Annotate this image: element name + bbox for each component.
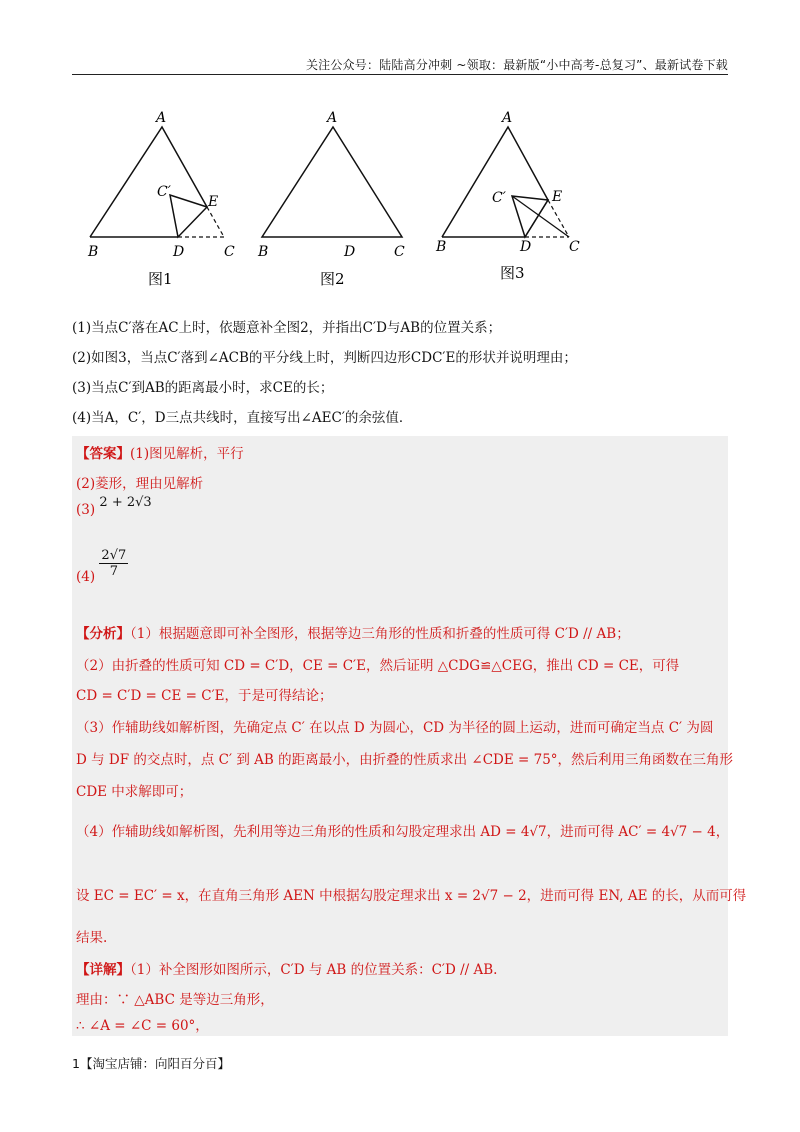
fig2-label-A: A	[327, 110, 338, 126]
analysis-2a: （2）由折叠的性质可知 CD = C′D，CE = C′E，然后证明 △CDG≌△CEG，推出 CD = CE，可得	[76, 658, 680, 674]
fig1-label-E: E	[208, 194, 219, 210]
answer-3-value: 2 + 2√3	[99, 495, 152, 510]
fig2-label-C: C	[394, 244, 405, 260]
detail-2: 理由：∵ △ABC 是等边三角形，	[76, 992, 274, 1008]
fig1-label-A: A	[156, 110, 167, 126]
fig1-caption: 图1	[148, 270, 173, 288]
answer-4-denominator: 7	[109, 564, 118, 579]
problem-list	[72, 313, 732, 433]
analysis-3c: CDE 中求解即可；	[76, 784, 193, 800]
figure-1	[87, 110, 235, 288]
answer-line-1	[76, 442, 244, 462]
header-text: 关注公众号：陆陆高分冲刺 ~领取：最新版“小中高考-总复习”、最新试卷下载	[305, 58, 728, 72]
answer-4-prefix: (4)	[76, 569, 96, 585]
fig3-caption: 图3	[500, 264, 525, 282]
fig3-label-Cprime: C′	[492, 190, 506, 206]
answer-4-fraction	[99, 548, 128, 579]
detail-1: （1）补全图形如图所示，C′D 与 AB 的位置关系：C′D // AB.	[130, 962, 498, 978]
figure-3	[435, 110, 580, 282]
answer-4-numerator: 2√7	[101, 548, 127, 563]
figure-2	[257, 110, 405, 288]
fig3-label-E: E	[552, 189, 563, 205]
analysis-1: （1）根据题意即可补全图形，根据等边三角形的性质和折叠的性质可得 C′D // AB；	[130, 626, 630, 642]
analysis-tag: 【分析】	[76, 626, 130, 642]
fig3-label-B: B	[436, 239, 447, 255]
fig1-label-C: C	[224, 244, 235, 260]
detail-tag: 【详解】	[76, 962, 130, 978]
analysis-2b: CD = C′D = CE = C′E，于是可得结论；	[76, 688, 333, 704]
answer-tag: 【答案】	[76, 446, 130, 462]
fig1-label-Cprime: C′	[157, 184, 171, 200]
fig2-label-D: D	[344, 244, 356, 260]
answer-line-3	[76, 495, 152, 518]
answer-line-4	[76, 548, 128, 585]
fig3-label-A: A	[502, 110, 513, 126]
triangle-figures	[72, 104, 728, 304]
analysis-4b: 设 EC = EC′ = x，在直角三角形 AEN 中根据勾股定理求出 x = 2√7 − 2，进而可得 EN, AE 的长，从而可得	[76, 888, 747, 904]
answer-1: (1)图见解析，平行	[130, 446, 244, 462]
analysis-3a: （3）作辅助线如解析图，先确定点 C′ 在以点 D 为圆心，CD 为半径的圆上运动，进而可确定当点 C′ 为圆	[76, 720, 714, 736]
detail-3: ∴ ∠A = ∠C = 60°，	[76, 1018, 209, 1034]
answer-3-prefix: (3)	[76, 502, 96, 518]
detail-line-1	[76, 958, 497, 978]
problem-3: (3)当点C′到AB的距离最小时，求CE的长；	[72, 380, 334, 396]
page-footer: 1【淘宝店铺：向阳百分百】	[72, 1056, 230, 1071]
fig3-label-D: D	[520, 239, 532, 255]
analysis-4c: 结果.	[76, 930, 108, 946]
answer-2: (2)菱形，理由见解析	[76, 476, 204, 492]
problem-2: (2)如图3，当点C′落到∠ACB的平分线上时，判断四边形CDC′E的形状并说明理由；	[72, 350, 577, 366]
fig1-label-D: D	[173, 244, 185, 260]
solution-panel	[72, 436, 747, 1036]
analysis-4a: （4）作辅助线如解析图，先利用等边三角形的性质和勾股定理求出 AD = 4√7，进而可得 AC′ = 4√7 − 4，	[76, 824, 730, 840]
header-rule	[72, 74, 728, 75]
fig2-caption: 图2	[320, 270, 345, 288]
fig1-label-B: B	[88, 244, 99, 260]
problem-1: (1)当点C′落在AC上时，依题意补全图2，并指出C′D与AB的位置关系；	[72, 320, 502, 336]
fig2-label-B: B	[258, 244, 269, 260]
analysis-3b: D 与 DF 的交点时，点 C′ 到 AB 的距离最小，由折叠的性质求出 ∠CDE = 75°，然后利用三角函数在三角形	[76, 752, 734, 768]
problem-4: (4)当A，C′，D三点共线时，直接写出∠AEC′的余弦值．	[72, 410, 413, 426]
fig3-label-C: C	[569, 239, 580, 255]
analysis-line-1	[76, 622, 630, 642]
